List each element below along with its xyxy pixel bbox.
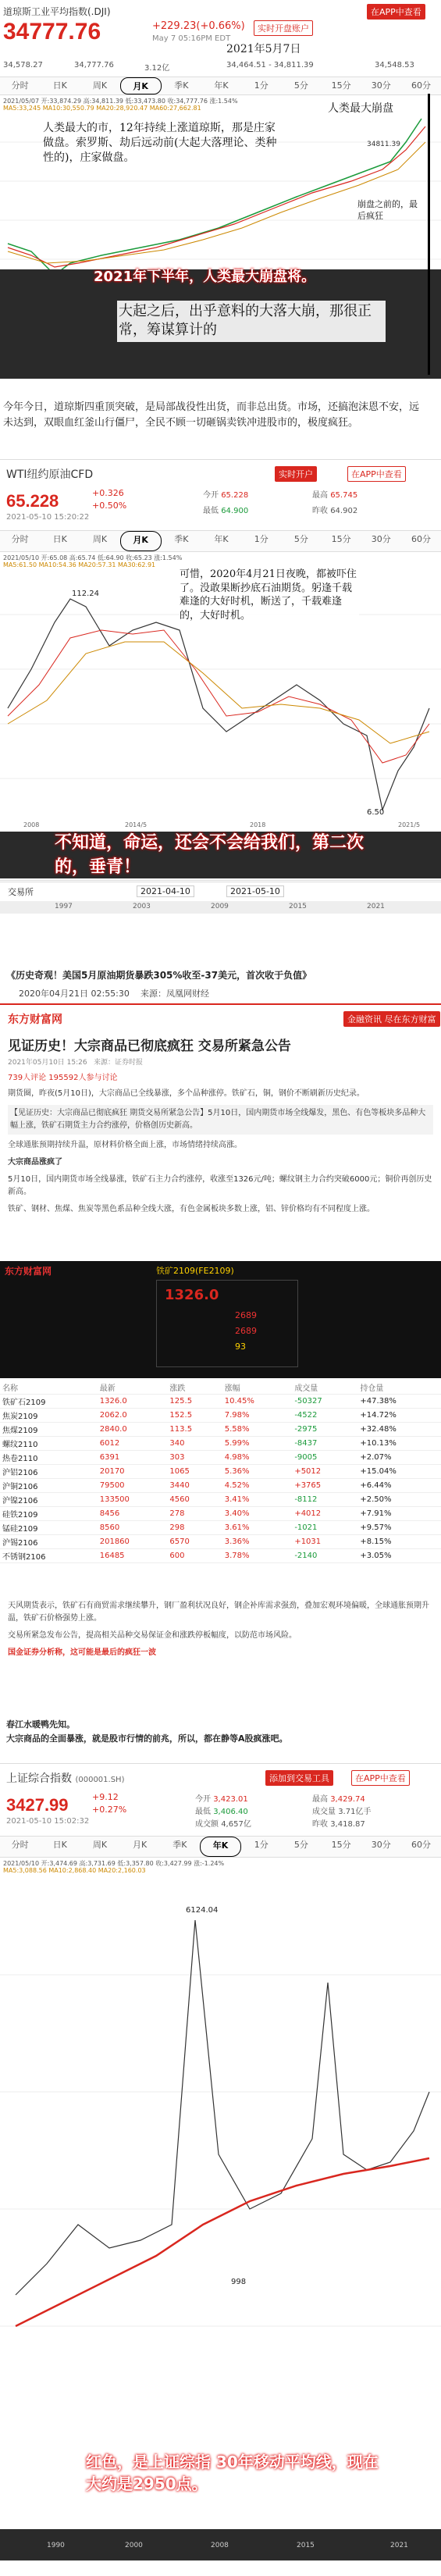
table-cell: 340 xyxy=(167,1437,222,1451)
wti-axis-3: 2021/5 xyxy=(398,821,421,828)
table-cell: 沪锡2106 xyxy=(0,1535,98,1549)
table-row[interactable] xyxy=(0,1395,441,1409)
news-doc-date: 2021年05月10日 15:26 xyxy=(8,1059,87,1067)
table-cell: 不锈钢2106 xyxy=(0,1549,98,1563)
table-row[interactable] xyxy=(0,1507,441,1521)
table-cell: +2.50% xyxy=(357,1493,441,1507)
table-cell: -8112 xyxy=(292,1493,357,1507)
table-cell: +3765 xyxy=(292,1479,357,1493)
table-cell: -9005 xyxy=(292,1451,357,1465)
tab-wti-4[interactable]: 季K xyxy=(174,534,189,544)
tab-sh-1[interactable]: 日K xyxy=(52,1840,67,1850)
wti-year-4: 2021 xyxy=(367,903,385,910)
sh-stat-2: 最低 3,406.40 xyxy=(195,1808,248,1816)
news-para-2: 全球通胀预期持续升温，原材料价格全面上涨，市场情绪持续高涨。 xyxy=(8,1141,242,1149)
news-tail-1: 交易所紧急发布公告，提高相关品种交易保证金和涨跌停板幅度，以防范市场风险。 xyxy=(8,1631,297,1640)
news-doc-source: 来源：证券时报 xyxy=(94,1059,144,1067)
tab-dji-1[interactable]: 日K xyxy=(52,80,67,91)
wti-year-1: 2003 xyxy=(133,903,151,910)
table-cell: 298 xyxy=(167,1521,222,1535)
wti-axis-2: 2018 xyxy=(250,821,266,828)
tab-dji-8[interactable]: 15分 xyxy=(331,80,351,91)
sh-change-pct: +0.27% xyxy=(92,1805,127,1815)
sh-axis-2: 2008 xyxy=(211,2542,229,2549)
table-cell: 螺纹2110 xyxy=(0,1437,98,1451)
futures-table xyxy=(0,1381,441,1563)
wti-year-0: 1997 xyxy=(55,903,73,910)
table-cell: 600 xyxy=(167,1549,222,1563)
news-tail-0: 天风期货表示，铁矿石有商贸需求继续攀升，钢厂盈利状况良好，钢企补库需求强劲，叠加宏观环境偏暖，全球通胀预期升温，铁矿石价格强势上涨。 xyxy=(8,1602,429,1623)
dji-stat-open: 34,578.27 xyxy=(3,61,43,69)
sh-low-label: 998 xyxy=(231,2278,247,2286)
news-body xyxy=(8,1088,433,1220)
sh-code: (000001.SH) xyxy=(75,1776,125,1784)
news-para-3: 大宗商品涨疯了 xyxy=(8,1158,62,1167)
wti-ma-info: MA5:61.50 MA10:54.36 MA20:57.31 MA30:62.91 xyxy=(3,561,156,568)
dji-ann-middle: 大起之后，出乎意料的大落大崩，那很正常，筹谋算计的 xyxy=(117,301,386,342)
sh-ma-info: MA5:3,088.56 MA10:2,868.40 MA20:2,160.03 xyxy=(3,1867,146,1874)
wti-axis-1: 2014/5 xyxy=(125,821,148,828)
news-app-button[interactable]: 金融资讯 尽在东方财富 xyxy=(343,1011,440,1027)
table-cell: -8437 xyxy=(292,1437,357,1451)
th-0: 名称 xyxy=(0,1381,98,1395)
news-document xyxy=(0,1003,441,1263)
sh-red-banner: 红色，是上证综指 30年移动平均线，现在大约是2950点。 xyxy=(86,2453,379,2493)
tab-wti-7[interactable]: 5分 xyxy=(293,534,308,544)
mid-text-2: 大宗商品的全面暴涨，就是股市行情的前兆，所以，都在静等A股疯涨吧。 xyxy=(6,1733,288,1744)
dji-title: 道琼斯工业平均指数(.DJI) xyxy=(3,6,111,17)
table-cell: 4560 xyxy=(167,1493,222,1507)
tab-sh-2[interactable]: 周K xyxy=(92,1840,108,1850)
table-cell: 7.98% xyxy=(222,1409,293,1423)
tab-sh-10[interactable]: 60分 xyxy=(411,1840,431,1850)
table-cell: 3.61% xyxy=(222,1521,293,1535)
news-source: 来源：凤凰网财经 xyxy=(140,989,209,999)
dji-footer-text: 今年今日，道琼斯四重顶突破，是局部战役性出货，而非总出货。市场，还搞泡沫恩不安，远未达到，双眼血红釜山行僵尸，全民不顾一切砸锅卖铁冲进股市的，极度疯狂。 xyxy=(3,401,420,429)
wti-account-button[interactable]: 实时开户 xyxy=(275,466,317,482)
wti-axis-0: 2008 xyxy=(23,821,40,828)
table-cell: 8456 xyxy=(98,1507,168,1521)
tab-dji-7[interactable]: 5分 xyxy=(293,80,308,91)
dji-stat-close: 34,777.76 xyxy=(74,61,114,69)
table-cell: 2840.0 xyxy=(98,1423,168,1437)
dji-ann-left: 人类最大的市，12年持续上涨道琼斯，那是庄家做盘。索罗斯、劫后远动前(大起大落理论、类种性的)，庄家做盘。 xyxy=(43,122,277,164)
news-red-footer: 国金证券分析称，这可能是最后的疯狂一波 xyxy=(8,1648,156,1657)
dji-ann-right-top: 人类最大崩盘 xyxy=(328,102,393,115)
table-row[interactable] xyxy=(0,1549,441,1563)
tab-dji-6[interactable]: 1分 xyxy=(254,80,269,91)
sh-price: 3427.99 xyxy=(6,1795,69,1815)
table-row[interactable] xyxy=(0,1535,441,1549)
table-row[interactable] xyxy=(0,1409,441,1423)
dji-peak-label: 34811.39 xyxy=(367,141,400,148)
sh-peak-label: 6124.04 xyxy=(186,1906,219,1915)
table-cell: 5.36% xyxy=(222,1465,293,1479)
table-cell: 2062.0 xyxy=(98,1409,168,1423)
news-time: 2020年04月21日 02:55:30 xyxy=(19,989,130,999)
tab-dji-2[interactable]: 周K xyxy=(92,80,108,91)
th-1: 最新 xyxy=(98,1381,168,1395)
tab-sh-6[interactable]: 1分 xyxy=(254,1840,269,1850)
sh-stat-1: 最高 3,429.74 xyxy=(312,1795,365,1804)
tab-wti-0[interactable]: 分时 xyxy=(11,534,29,544)
table-cell: 硅铁2109 xyxy=(0,1507,98,1521)
sh-axis-0: 1990 xyxy=(47,2542,65,2549)
table-cell: +4012 xyxy=(292,1507,357,1521)
table-cell: +1031 xyxy=(292,1535,357,1549)
wti-title: WTI纽约原油CFD xyxy=(6,469,94,481)
news-doc-title: 见证历史！大宗商品已彻底疯狂 交易所紧急公告 xyxy=(8,1039,291,1054)
table-cell: 沪铝2106 xyxy=(0,1465,98,1479)
table-cell: 6570 xyxy=(167,1535,222,1549)
quote-val-3: 93 xyxy=(235,1341,246,1352)
wti-low-label: 6.50 xyxy=(367,808,385,817)
table-cell: 1326.0 xyxy=(98,1395,168,1409)
wti-stat-0: 今开 65.228 xyxy=(203,491,249,500)
news-headline: 《历史奇观！美国5月原油期货暴跌305%收至-37美元，首次收于负值》 xyxy=(6,970,312,981)
futures-header-row xyxy=(0,1381,441,1395)
dji-chart-info: 2021/05/07 开:33,874.29 高:34,811.39 低:33,473.80 收:34,777.76 涨:1.54% xyxy=(3,98,238,105)
tab-sh-4[interactable]: 季K xyxy=(172,1840,187,1850)
mid-text-1: 春江水暖鸭先知。 xyxy=(6,1719,75,1730)
wti-panel xyxy=(0,459,441,967)
table-cell: 3.78% xyxy=(222,1549,293,1563)
dji-ann-right-small: 崩盘之前的，最后疯狂 xyxy=(357,199,418,221)
wti-year-3: 2015 xyxy=(289,903,307,910)
table-cell: -50327 xyxy=(292,1395,357,1409)
table-cell: +5012 xyxy=(292,1465,357,1479)
dji-date-label: 2021年5月7日 xyxy=(226,43,301,55)
table-cell: 沪镍2106 xyxy=(0,1493,98,1507)
dji-panel xyxy=(0,0,441,394)
table-row[interactable] xyxy=(0,1521,441,1535)
sh-title xyxy=(6,1770,124,1786)
quote-screenshot xyxy=(0,1261,441,1378)
table-cell: 278 xyxy=(167,1507,222,1521)
tab-sh-5[interactable]: 年K xyxy=(200,1837,241,1857)
table-cell: 201860 xyxy=(98,1535,168,1549)
news-para-0: 期货圈，昨夜(5月10日)，大宗商品已全线暴涨，多个品种涨停。铁矿石，铜，钢价不断刷新历史纪录。 xyxy=(8,1089,365,1098)
th-5: 持仓量 xyxy=(357,1381,441,1395)
dji-stat-prev: 34,548.53 xyxy=(375,61,414,69)
table-cell: 113.5 xyxy=(167,1423,222,1437)
th-2: 涨跌 xyxy=(167,1381,222,1395)
tab-wti-9[interactable]: 30分 xyxy=(371,534,391,544)
wti-red-banner: 不知道，命运，还会不会给我们，第二次的，垂青！ xyxy=(55,833,365,877)
table-cell: 6391 xyxy=(98,1451,168,1465)
table-cell: 3.41% xyxy=(222,1493,293,1507)
table-cell: 79500 xyxy=(98,1479,168,1493)
table-cell: 6012 xyxy=(98,1437,168,1451)
table-cell: 3440 xyxy=(167,1479,222,1493)
wti-exchange[interactable]: 交易所 xyxy=(8,887,34,897)
dji-change: +229.23(+0.66%) xyxy=(152,20,245,32)
table-cell: 125.5 xyxy=(167,1395,222,1409)
sh-title-text: 上证综合指数 xyxy=(6,1773,72,1785)
tab-dji-5[interactable]: 年K xyxy=(214,80,229,91)
table-cell: -2140 xyxy=(292,1549,357,1563)
sh-period-tabs xyxy=(0,1836,441,1858)
tab-dji-0[interactable]: 分时 xyxy=(11,80,29,91)
wti-app-button[interactable]: 在APP中查看 xyxy=(347,466,406,482)
table-cell: 20170 xyxy=(98,1465,168,1479)
table-cell: +3.05% xyxy=(357,1549,441,1563)
dji-red-banner: 2021年下半年，人类最大崩盘将。 xyxy=(94,269,316,285)
news-para-1: 【见证历史：大宗商品已彻底疯狂 期货交易所紧急公告】5月10日，国内期货市场全线爆发，黑色、有色等板块多品种大幅上涨，铁矿石期货主力合约涨停，价格创历史新高。 xyxy=(8,1105,433,1135)
tab-wti-10[interactable]: 60分 xyxy=(411,534,431,544)
tab-wti-5[interactable]: 年K xyxy=(214,534,229,544)
th-3: 涨幅 xyxy=(222,1381,293,1395)
table-cell: 5.99% xyxy=(222,1437,293,1451)
table-cell: +10.13% xyxy=(357,1437,441,1451)
dji-time: May 7 05:16PM EDT xyxy=(152,34,231,43)
table-row[interactable] xyxy=(0,1493,441,1507)
tab-sh-7[interactable]: 5分 xyxy=(293,1840,308,1850)
tab-dji-4[interactable]: 季K xyxy=(174,80,189,91)
table-row[interactable] xyxy=(0,1423,441,1437)
sh-stat-0: 今开 3,423.01 xyxy=(195,1795,248,1804)
wti-period-tabs xyxy=(0,530,441,552)
news-tail-body xyxy=(8,1600,433,1664)
table-cell: 4.98% xyxy=(222,1451,293,1465)
tab-wti-1[interactable]: 日K xyxy=(52,534,67,544)
sh-axis-4: 2021 xyxy=(390,2542,408,2549)
table-cell: 铁矿石2109 xyxy=(0,1395,98,1409)
news-tail xyxy=(0,1597,441,1706)
wti-years-bar xyxy=(0,901,441,914)
table-cell: 152.5 xyxy=(167,1409,222,1423)
quote-val-1: 2689 xyxy=(235,1310,257,1320)
table-cell: +47.38% xyxy=(357,1395,441,1409)
table-cell: +8.15% xyxy=(357,1535,441,1549)
table-cell: +32.48% xyxy=(357,1423,441,1437)
wti-change-pct: +0.50% xyxy=(92,501,127,511)
wti-annotation: 可惜，2020年4月21日夜晚，都被吓住了。没敢果断抄底石油期货。躬逢千载难逢的大好时机，断送了，千载难逢的，大好时机。 xyxy=(180,568,359,622)
wti-stat-1: 最高 65.745 xyxy=(312,491,358,500)
table-cell: 8560 xyxy=(98,1521,168,1535)
wti-year-2: 2009 xyxy=(211,903,229,910)
sh-axis-1: 2000 xyxy=(125,2542,143,2549)
wti-time: 2021-05-10 15:20:22 xyxy=(6,513,90,522)
tab-wti-3[interactable]: 月K xyxy=(120,531,162,551)
th-4: 成交量 xyxy=(292,1381,357,1395)
sh-tools-button[interactable]: 添加到交易工具 xyxy=(265,1770,333,1786)
tab-sh-8[interactable]: 15分 xyxy=(331,1840,351,1850)
tab-wti-6[interactable]: 1分 xyxy=(254,534,269,544)
tab-sh-9[interactable]: 30分 xyxy=(371,1840,391,1850)
futures-table-panel xyxy=(0,1381,441,1595)
table-row[interactable] xyxy=(0,1465,441,1479)
dji-account-button[interactable]: 实时开盘账户 xyxy=(254,20,313,36)
dji-arrow xyxy=(428,94,430,375)
sh-stat-3: 成交量 3.71亿手 xyxy=(312,1808,372,1816)
table-cell: +6.44% xyxy=(357,1479,441,1493)
tab-wti-8[interactable]: 15分 xyxy=(331,534,351,544)
table-cell: 5.58% xyxy=(222,1423,293,1437)
dji-ma-info: MA5:33,245 MA10:30,550.79 MA20:28,920.47 MA60:27,662.81 xyxy=(3,105,201,112)
table-cell: 10.45% xyxy=(222,1395,293,1409)
news-readers: 739人评论 195592人参与讨论 xyxy=(8,1074,118,1082)
tab-wti-2[interactable]: 周K xyxy=(92,534,108,544)
wti-chart-info: 2021/05/10 开:65.08 高:65.74 低:64.90 收:65.23 涨:1.54% xyxy=(3,554,183,561)
tab-dji-3[interactable]: 月K xyxy=(120,77,162,94)
table-cell: 1065 xyxy=(167,1465,222,1479)
tab-dji-10[interactable]: 60分 xyxy=(411,80,431,91)
sh-stat-4: 成交额 4,657亿 xyxy=(195,1820,251,1829)
dji-stat-range: 34,464.51 - 34,811.39 xyxy=(226,61,314,69)
table-row[interactable] xyxy=(0,1437,441,1451)
tab-sh-3[interactable]: 月K xyxy=(133,1840,148,1850)
quote-title: 铁矿2109(FE2109) xyxy=(156,1266,234,1276)
table-cell: +14.72% xyxy=(357,1409,441,1423)
dji-price: 34777.76 xyxy=(3,19,101,45)
sh-stat-5: 昨收 3,418.87 xyxy=(312,1820,365,1829)
dji-stat-volume: 3.12亿 xyxy=(144,64,170,73)
table-cell: 锰硅2109 xyxy=(0,1521,98,1535)
sh-axis-3: 2015 xyxy=(297,2542,315,2549)
news-para-4: 5月10日，国内期货市场全线暴涨，铁矿石主力合约涨停，收涨至1326元/吨；螺纹钢主力合约突破6000元；铜价再创历史新高。 xyxy=(8,1175,432,1196)
table-row[interactable] xyxy=(0,1479,441,1493)
sh-panel xyxy=(0,1763,441,2576)
sh-chart-info: 2021/05/10 开:3,474.69 高:3,731.69 低:3,357.80 收:3,427.99 涨:-1.24% xyxy=(3,1860,225,1867)
table-cell: 303 xyxy=(167,1451,222,1465)
table-cell: 3.36% xyxy=(222,1535,293,1549)
table-cell: +2.07% xyxy=(357,1451,441,1465)
table-row[interactable] xyxy=(0,1451,441,1465)
news-site-logo: 东方财富网 xyxy=(8,1014,62,1026)
wti-stat-2: 最低 64.900 xyxy=(203,507,249,515)
wti-price: 65.228 xyxy=(6,491,59,511)
sh-time: 2021-05-10 15:02:32 xyxy=(6,1817,90,1826)
sh-change-abs: +9.12 xyxy=(92,1792,119,1802)
wti-range-bar xyxy=(0,882,441,901)
tab-sh-0[interactable]: 分时 xyxy=(11,1840,29,1850)
futures-body xyxy=(0,1395,441,1563)
table-cell: 焦煤2109 xyxy=(0,1423,98,1437)
dji-period-tabs xyxy=(0,77,441,95)
table-cell: 16485 xyxy=(98,1549,168,1563)
wti-range-to[interactable]: 2021-05-10 xyxy=(226,885,284,897)
table-cell: 沪铜2106 xyxy=(0,1479,98,1493)
quote-box xyxy=(156,1280,298,1367)
table-cell: 133500 xyxy=(98,1493,168,1507)
news-para-5: 铁矿、钢材、焦煤、焦炭等黑色系品种全线大涨，有色金属板块多数上涨，铝、锌价格均有不同程度上涨。 xyxy=(8,1205,375,1213)
wti-peak-label: 112.24 xyxy=(72,590,99,598)
table-cell: -1021 xyxy=(292,1521,357,1535)
table-cell: +7.91% xyxy=(357,1507,441,1521)
table-cell: 热卷2110 xyxy=(0,1451,98,1465)
wti-stat-3: 昨收 64.902 xyxy=(312,507,358,515)
table-cell: -4522 xyxy=(292,1409,357,1423)
quote-val-0: 1326.0 xyxy=(165,1287,219,1303)
table-cell: +15.04% xyxy=(357,1465,441,1479)
table-cell: 3.40% xyxy=(222,1507,293,1521)
table-cell: 4.52% xyxy=(222,1479,293,1493)
table-cell: 焦炭2109 xyxy=(0,1409,98,1423)
quote-val-2: 2689 xyxy=(235,1326,257,1336)
dji-app-button[interactable]: 在APP中查看 xyxy=(367,4,425,20)
table-cell: +9.57% xyxy=(357,1521,441,1535)
quote-logo: 东方财富网 xyxy=(5,1266,52,1277)
wti-range-from[interactable]: 2021-04-10 xyxy=(137,885,194,897)
sh-app-button[interactable]: 在APP中查看 xyxy=(351,1770,410,1786)
tab-dji-9[interactable]: 30分 xyxy=(371,80,391,91)
wti-change-abs: +0.326 xyxy=(92,488,124,498)
table-cell: -2975 xyxy=(292,1423,357,1437)
